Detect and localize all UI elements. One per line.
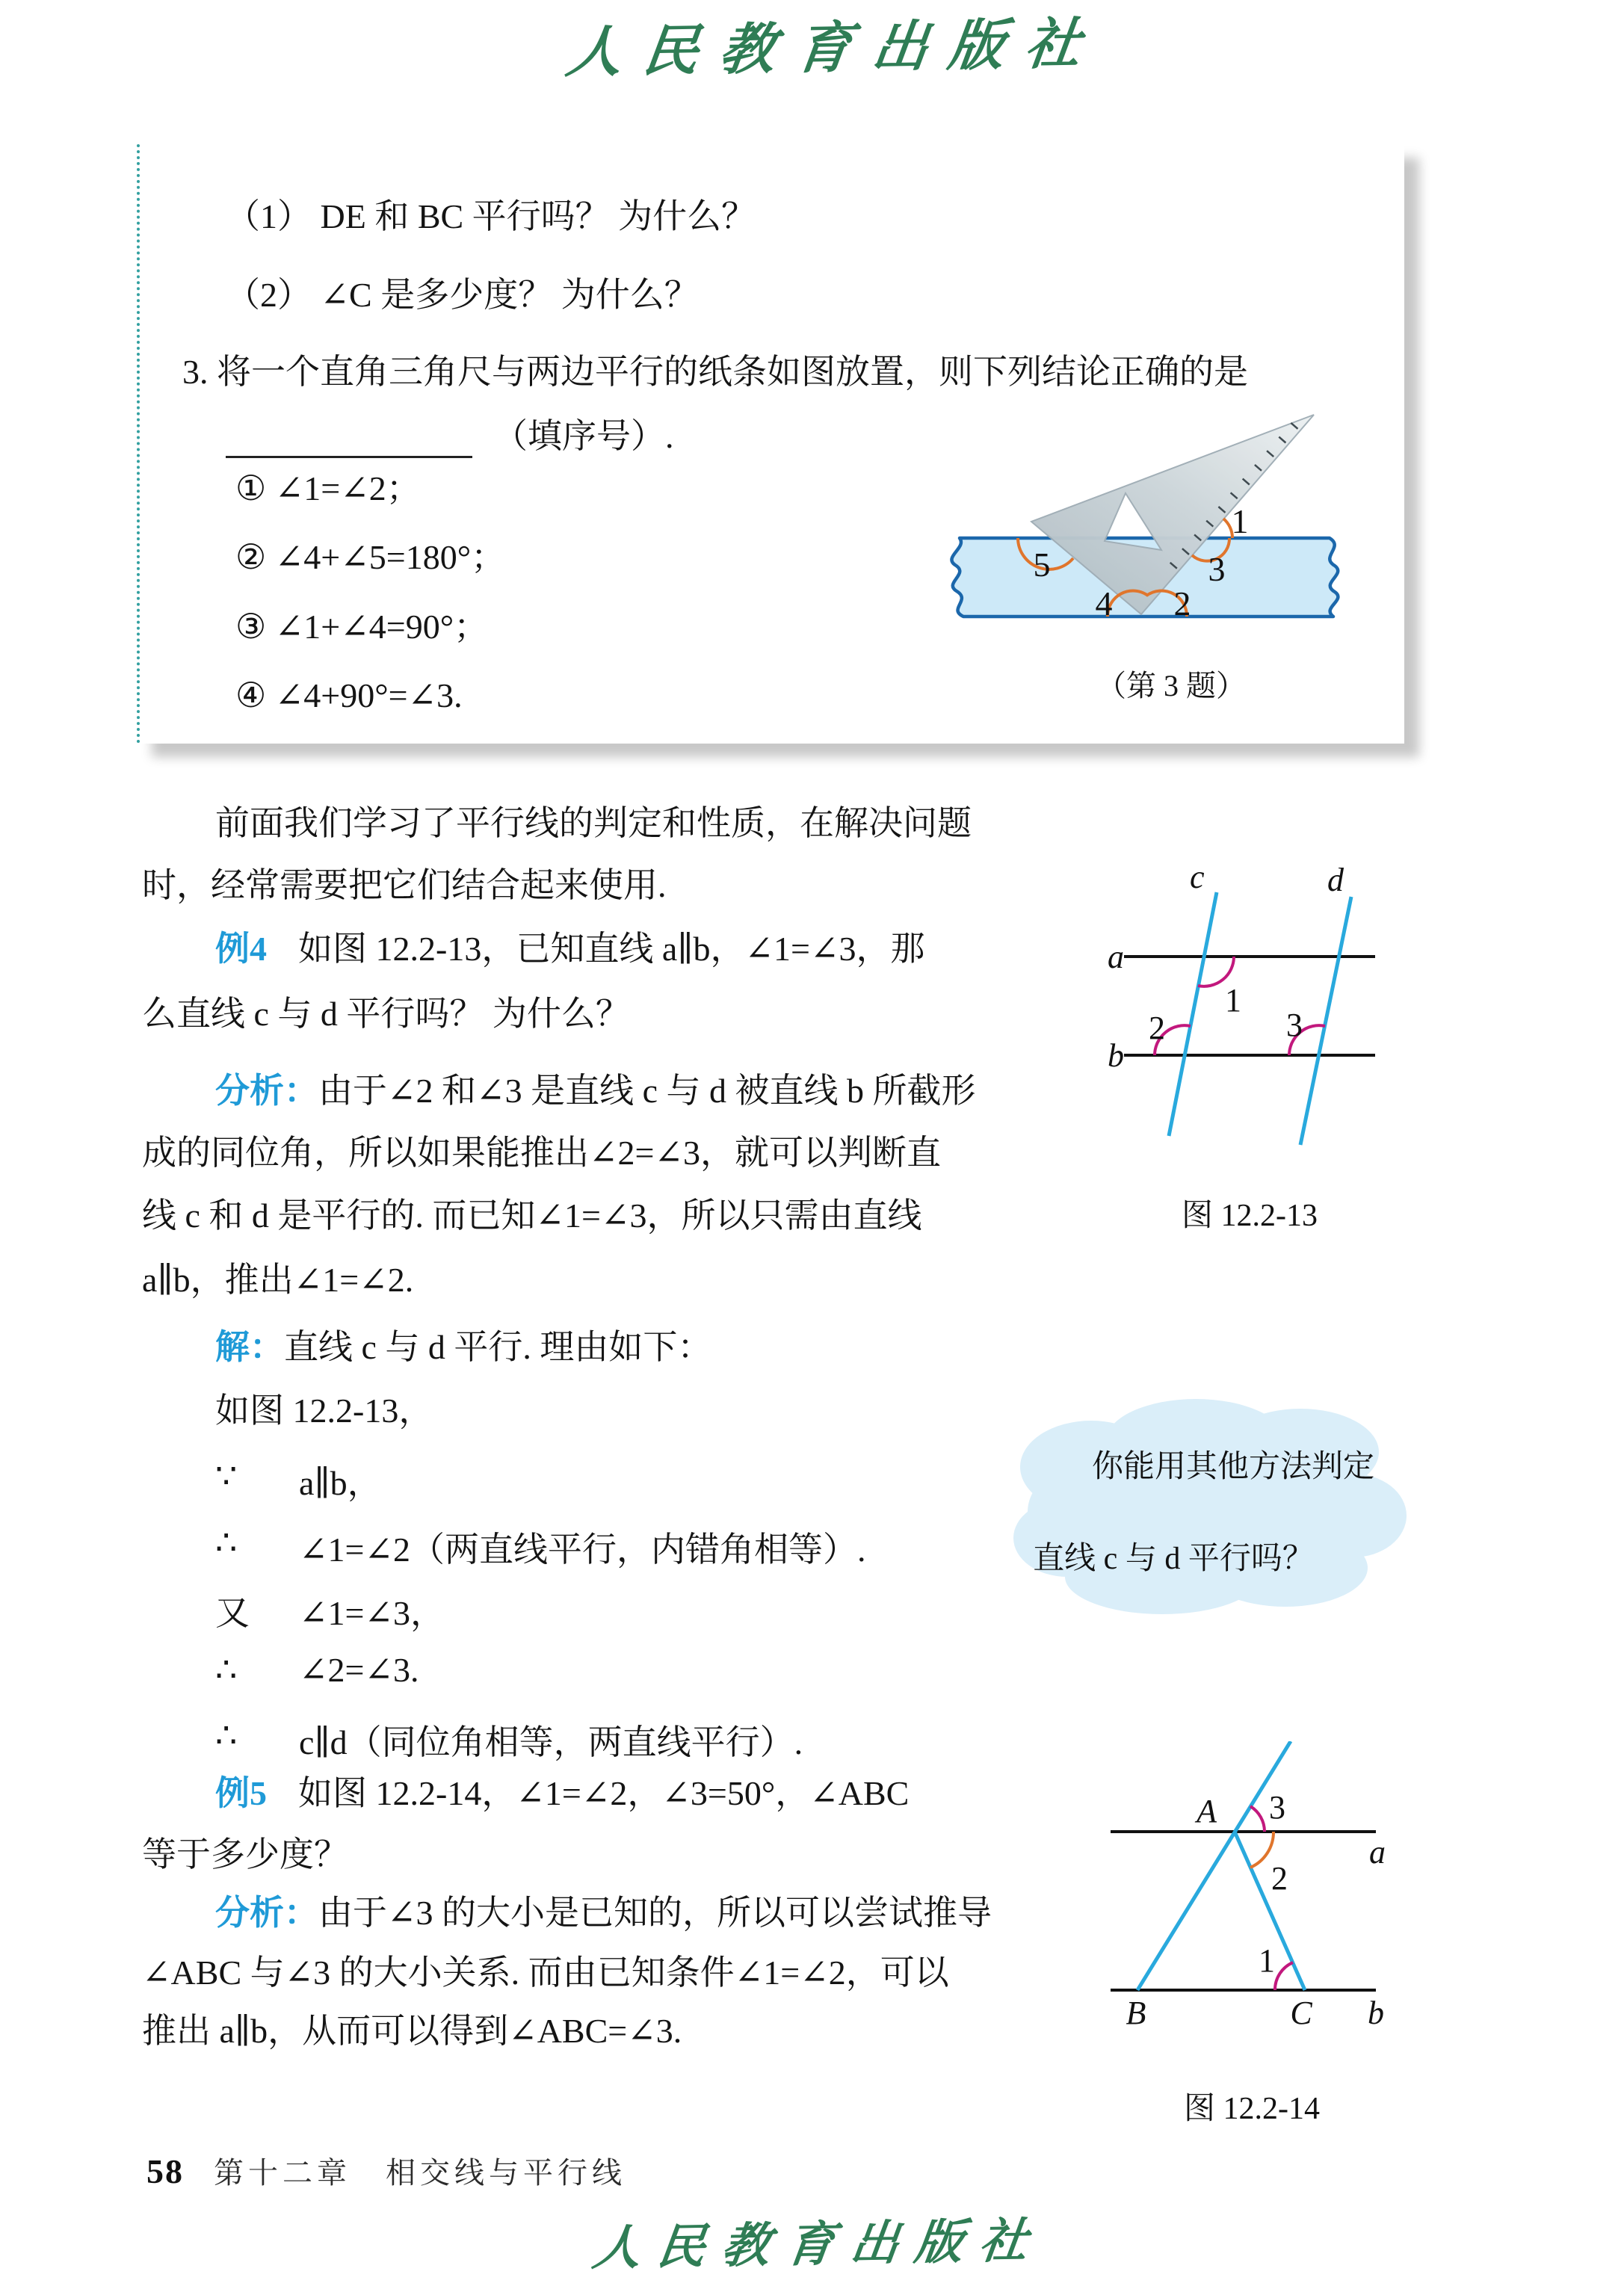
figure-12-2-14 <box>1099 1741 1405 2137</box>
analysis4-label: 分析： <box>215 1072 318 1110</box>
analysis5-line3: 推出 a∥b，从而可以得到∠ABC=∠3. <box>142 2012 682 2050</box>
analysis4-line3: 线 c 和 d 是平行的. 而已知∠1=∠3，所以只需由直线 <box>142 1196 922 1235</box>
fig14-label-C: C <box>1290 1995 1312 2031</box>
page-footer <box>146 2149 626 2192</box>
fig13-line-c <box>1169 892 1217 1136</box>
analysis5-line1 <box>215 1891 992 1936</box>
example5-text1: 如图 12.2-14，∠1=∠2，∠3=50°，∠ABC <box>298 1774 910 1812</box>
intro-line1: 前面我们学习了平行线的判定和性质，在解决问题 <box>215 804 972 842</box>
fig13-label-a: a <box>1108 939 1124 975</box>
analysis4-line2: 成的同位角，所以如果能推出∠2=∠3，就可以判断直 <box>142 1134 942 1172</box>
question-3-text: 3. 将一个直角三角尺与两边平行的纸条如图放置，则下列结论正确的是 <box>182 353 1248 391</box>
answer-blank[interactable] <box>226 423 472 458</box>
example4-text1: 如图 12.2-13，已知直线 a∥b，∠1=∠3，那 <box>298 930 925 968</box>
figure-12-2-13 <box>1106 852 1405 1241</box>
analysis4-text1: 由于∠2 和∠3 是直线 c 与 d 被直线 b 所截形 <box>318 1072 976 1110</box>
ruler-angle-label-1: 1 <box>1231 502 1249 540</box>
question-3-blank-row <box>226 415 674 458</box>
fig14-label-B: B <box>1126 1995 1146 2031</box>
example5-line2: 等于多少度？ <box>142 1835 348 1874</box>
fig14-angle2-arc <box>1250 1832 1273 1868</box>
proof3-text: ∠1=∠3， <box>299 1594 445 1632</box>
example4-line2: 么直线 c 与 d 平行吗？ 为什么？ <box>142 995 630 1033</box>
ruler-angle-label-5: 5 <box>1033 546 1051 584</box>
fig13-caption: 图 12.2-13 <box>1182 1199 1318 1233</box>
fig13-label-d: d <box>1327 862 1344 898</box>
fig14-label-a: a <box>1369 1834 1386 1871</box>
fig14-caption: 图 12.2-14 <box>1184 2092 1320 2126</box>
proof1-symbol: ∵ <box>215 1457 238 1495</box>
fig13-label-c: c <box>1190 859 1205 895</box>
solution-label: 解： <box>215 1328 284 1366</box>
proof-figure-ref: 如图 12.2-13， <box>215 1391 433 1430</box>
publisher-logo-bottom: 人民教育出版社 <box>590 2214 1048 2276</box>
fig14-label-b: b <box>1368 1995 1384 2031</box>
page-number: 58 <box>146 2152 184 2190</box>
fig13-angle-label-1: 1 <box>1225 982 1241 1019</box>
publisher-logo-top: 人民教育出版社 <box>563 13 1106 84</box>
fig14-angle3-arc <box>1250 1806 1265 1832</box>
proof5-symbol: ∴ <box>215 1717 238 1755</box>
ruler-angle-label-4: 4 <box>1095 584 1113 623</box>
analysis4-line1 <box>215 1069 976 1113</box>
thought-bubble <box>1001 1389 1412 1635</box>
chapter-title: 第十二章 相交线与平行线 <box>214 2156 626 2190</box>
option-4: ④ ∠4+90°=∠3. <box>235 676 463 714</box>
intro-line2: 时，经常需要把它们结合起来使用. <box>142 866 667 904</box>
analysis5-line2: ∠ABC 与∠3 的大小关系. 而由已知条件∠1=∠2，可以 <box>142 1953 949 1992</box>
ruler-angle-label-2: 2 <box>1173 584 1191 623</box>
question-2-sub2: （2） ∠C 是多少度？ 为什么？ <box>226 276 699 314</box>
example5-line1 <box>215 1771 909 1816</box>
proof5-text: c∥d（同位角相等，两直线平行）. <box>299 1723 803 1761</box>
fig13-angle-label-3: 3 <box>1286 1007 1303 1043</box>
exercise-box <box>137 144 1404 744</box>
fig13-label-b: b <box>1108 1037 1124 1074</box>
proof2-text: ∠1=∠2（两直线平行，内错角相等）. <box>299 1530 866 1569</box>
bubble-text-line1: 你能用其他方法判定 <box>1091 1450 1375 1484</box>
analysis5-text1: 由于∠3 的大小是已知的，所以可以尝试推导 <box>318 1894 992 1932</box>
proof4-text: ∠2=∠3. <box>299 1651 419 1689</box>
solution-intro: 直线 c 与 d 平行. 理由如下： <box>284 1328 712 1366</box>
fig14-angle-label-3: 3 <box>1269 1789 1285 1826</box>
proof4-symbol: ∴ <box>215 1651 238 1689</box>
ruler-angle-label-3: 3 <box>1208 550 1226 588</box>
example4-label: 例4 <box>215 930 267 968</box>
option-3: ③ ∠1+∠4=90°； <box>235 608 489 646</box>
bubble-text-line2: 直线 c 与 d 平行吗？ <box>1033 1542 1314 1576</box>
example5-label: 例5 <box>215 1774 267 1812</box>
ruler-figure-caption: （第 3 题） <box>1096 669 1246 702</box>
proof1-text: a∥b， <box>299 1464 382 1502</box>
fig14-angle-label-1: 1 <box>1259 1942 1275 1979</box>
option-2: ② ∠4+∠5=180°； <box>235 538 506 576</box>
fig14-angle1-arc <box>1275 1962 1293 1990</box>
example4-line1 <box>215 927 925 972</box>
proof2-symbol: ∴ <box>215 1524 238 1562</box>
question-2-sub1: （1） DE 和 BC 平行吗？ 为什么？ <box>226 197 756 235</box>
fig14-label-A: A <box>1197 1793 1217 1829</box>
fig13-line-d <box>1300 897 1351 1145</box>
analysis4-line4: a∥b，推出∠1=∠2. <box>142 1261 414 1299</box>
solution-line <box>215 1325 711 1370</box>
option-1: ① ∠1=∠2； <box>235 469 421 507</box>
fig13-angle-label-2: 2 <box>1149 1010 1165 1046</box>
analysis5-label: 分析： <box>215 1894 318 1932</box>
fig14-angle-label-2: 2 <box>1271 1860 1288 1897</box>
blank-suffix: （填序号）. <box>493 417 674 455</box>
proof3-symbol: 又 <box>215 1594 250 1632</box>
bubble-cloud-shape <box>1013 1399 1407 1614</box>
